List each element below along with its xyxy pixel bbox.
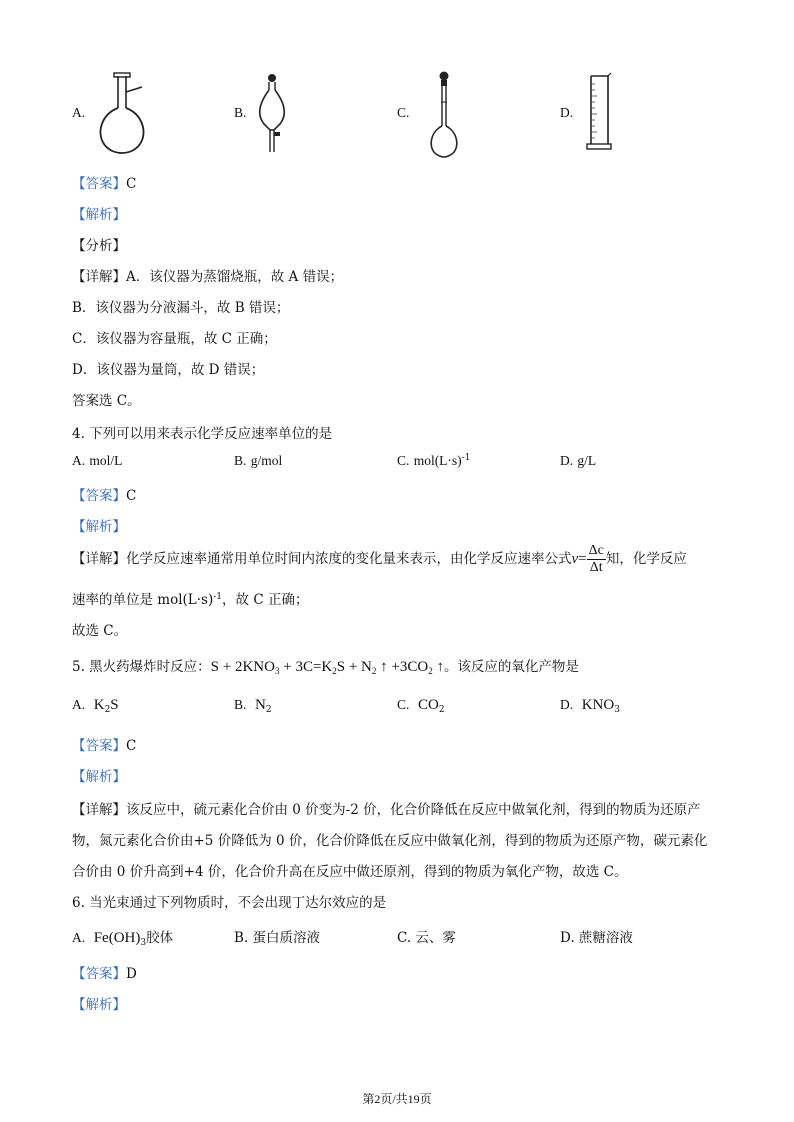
- detail-tag: 【详解】: [72, 551, 126, 567]
- option-text: g/mol: [250, 453, 283, 468]
- distillation-flask-icon: [92, 70, 152, 160]
- answer-tag: 【答案】: [72, 966, 126, 982]
- q3-detail-line: D．该仪器为量筒，故 D 错误；: [72, 362, 265, 378]
- fraction-numerator: Δc: [588, 543, 604, 558]
- q5-stem: [72, 655, 579, 676]
- answer-value: C: [126, 488, 137, 504]
- q3-fenxi-tag: 【分析】: [72, 238, 126, 254]
- q4-option-c: [397, 453, 470, 469]
- q5-answer: [72, 734, 136, 754]
- q4-option-a: [72, 453, 122, 469]
- option-letter: B.: [234, 453, 247, 468]
- option-text: mol/L: [89, 453, 123, 468]
- formula-sub: 3: [614, 705, 620, 715]
- q5-detail-line: 物，氮元素化合价由+5 价降低为 0 价，化合价降低在反应中做氧化剂，得到的物质为还原产物，碳元素化: [72, 833, 708, 849]
- option-text: mol(L·s): [413, 453, 462, 468]
- q4-option-d: [560, 453, 596, 469]
- q6-stem: 6. 当光束通过下列物质时，不会出现丁达尔效应的是: [72, 895, 387, 911]
- q3-conclusion: 答案选 C。: [72, 393, 141, 409]
- q3-detail-line: B．该仪器为分液漏斗，故 B 错误；: [72, 300, 290, 316]
- formula-fraction: [587, 543, 606, 576]
- q6-answer: [72, 962, 137, 982]
- detail-tag: 【详解】: [72, 802, 126, 818]
- q5-detail-line: 合价由 0 价升高到+4 价，化合价升高在反应中做还原剂，得到的物质为氧化产物，故选 C。: [72, 864, 628, 880]
- q4-option-b: [234, 453, 282, 469]
- formula-main: Fe(OH): [93, 930, 141, 946]
- q4-stem: 4. 下列可以用来表示化学反应速率单位的是: [72, 426, 333, 442]
- formula-main: K: [93, 697, 105, 713]
- option-letter: A.: [72, 930, 86, 945]
- option-letter: C.: [397, 453, 410, 468]
- option-letter: D.: [560, 453, 574, 468]
- formula-eq: =: [578, 551, 587, 567]
- formula-sub: 2: [265, 705, 272, 715]
- q4-detail-line1: [72, 543, 687, 576]
- q4-answer: [72, 484, 136, 504]
- option-a-label: A.: [72, 105, 86, 120]
- detail-text: 该反应中，硫元素化合价由 0 价变为-2 价，化合价降低在反应中做氧化剂，得到的物质为还原产: [126, 802, 701, 818]
- formula-v: v: [571, 551, 579, 567]
- option-d-label: D.: [560, 105, 574, 120]
- detail-superscript: -1: [213, 592, 223, 602]
- separatory-funnel-icon: [252, 70, 292, 160]
- answer-value: C: [126, 176, 137, 192]
- q3-detail-line: [72, 265, 343, 285]
- answer-tag: 【答案】: [72, 176, 126, 192]
- q3-analysis-tag: 【解析】: [72, 207, 126, 223]
- answer-tag: 【答案】: [72, 738, 126, 754]
- stem-text: 5. 黑火药爆炸时反应：: [72, 659, 211, 675]
- q5-option-a: [72, 697, 119, 715]
- option-letter: A.: [72, 453, 86, 468]
- q5-detail-line: [72, 798, 701, 818]
- q6-analysis-tag: 【解析】: [72, 997, 126, 1013]
- detail-text: ，故 C 正确；: [222, 592, 309, 608]
- detail-tag: 【详解】: [72, 269, 126, 285]
- option-c-label: C.: [397, 105, 410, 120]
- option-letter: A.: [72, 697, 86, 712]
- q6-option-c: C. 云、雾: [397, 930, 456, 946]
- q3-answer: [72, 172, 136, 192]
- formula-sub: 2: [104, 705, 111, 715]
- detail-text: 知，化学反应: [605, 551, 687, 567]
- q5-option-c: [397, 697, 445, 715]
- q6-option-b: B. 蛋白质溶液: [234, 930, 321, 946]
- option-text: g/L: [577, 453, 597, 468]
- graduated-cylinder-icon: [584, 70, 616, 154]
- option-text: 胶体: [146, 930, 174, 946]
- fraction-denominator: Δt: [589, 560, 603, 575]
- answer-value: C: [126, 738, 137, 754]
- volumetric-flask-icon: [424, 68, 464, 160]
- formula-sub: 3: [140, 938, 147, 948]
- answer-tag: 【答案】: [72, 488, 126, 504]
- q5-option-b: [234, 697, 272, 715]
- option-letter: C.: [397, 697, 410, 712]
- q6-option-a: [72, 926, 173, 948]
- q4-analysis-tag: 【解析】: [72, 519, 126, 535]
- q6-option-d: D. 蔗糖溶液: [560, 930, 633, 946]
- option-letter: B.: [234, 697, 247, 712]
- option-superscript: -1: [461, 453, 471, 463]
- answer-value: D: [126, 966, 137, 982]
- formula-main: CO: [417, 697, 439, 713]
- detail-text: 速率的单位是 mol(L·s): [72, 592, 214, 608]
- q5-option-d: [560, 697, 620, 715]
- page-footer: 第2页/共19页: [362, 1092, 432, 1106]
- formula-rest: S: [110, 697, 119, 713]
- formula-main: N: [254, 697, 266, 713]
- q5-analysis-tag: 【解析】: [72, 769, 126, 785]
- q4-detail-line2: [72, 588, 308, 608]
- detail-text: A．该仪器为蒸馏烧瓶，故 A 错误；: [126, 269, 344, 285]
- option-letter: D.: [560, 697, 574, 712]
- q3-detail-line: C．该仪器为容量瓶，故 C 正确；: [72, 331, 277, 347]
- formula-sub: 2: [438, 705, 445, 715]
- formula-main: KNO: [581, 697, 615, 713]
- stem-text: 。该反应的氧化产物是: [443, 659, 579, 675]
- chemical-equation: $S + 2KNO_3 + 3C=K_2S + N_2$ ↑ $+3CO_2$ ↑: [210, 659, 444, 676]
- option-b-label: B.: [234, 105, 247, 120]
- detail-text: 化学反应速率通常用单位时间内浓度的变化量来表示，由化学反应速率公式: [126, 551, 572, 567]
- q4-conclusion: 故选 C。: [72, 623, 128, 639]
